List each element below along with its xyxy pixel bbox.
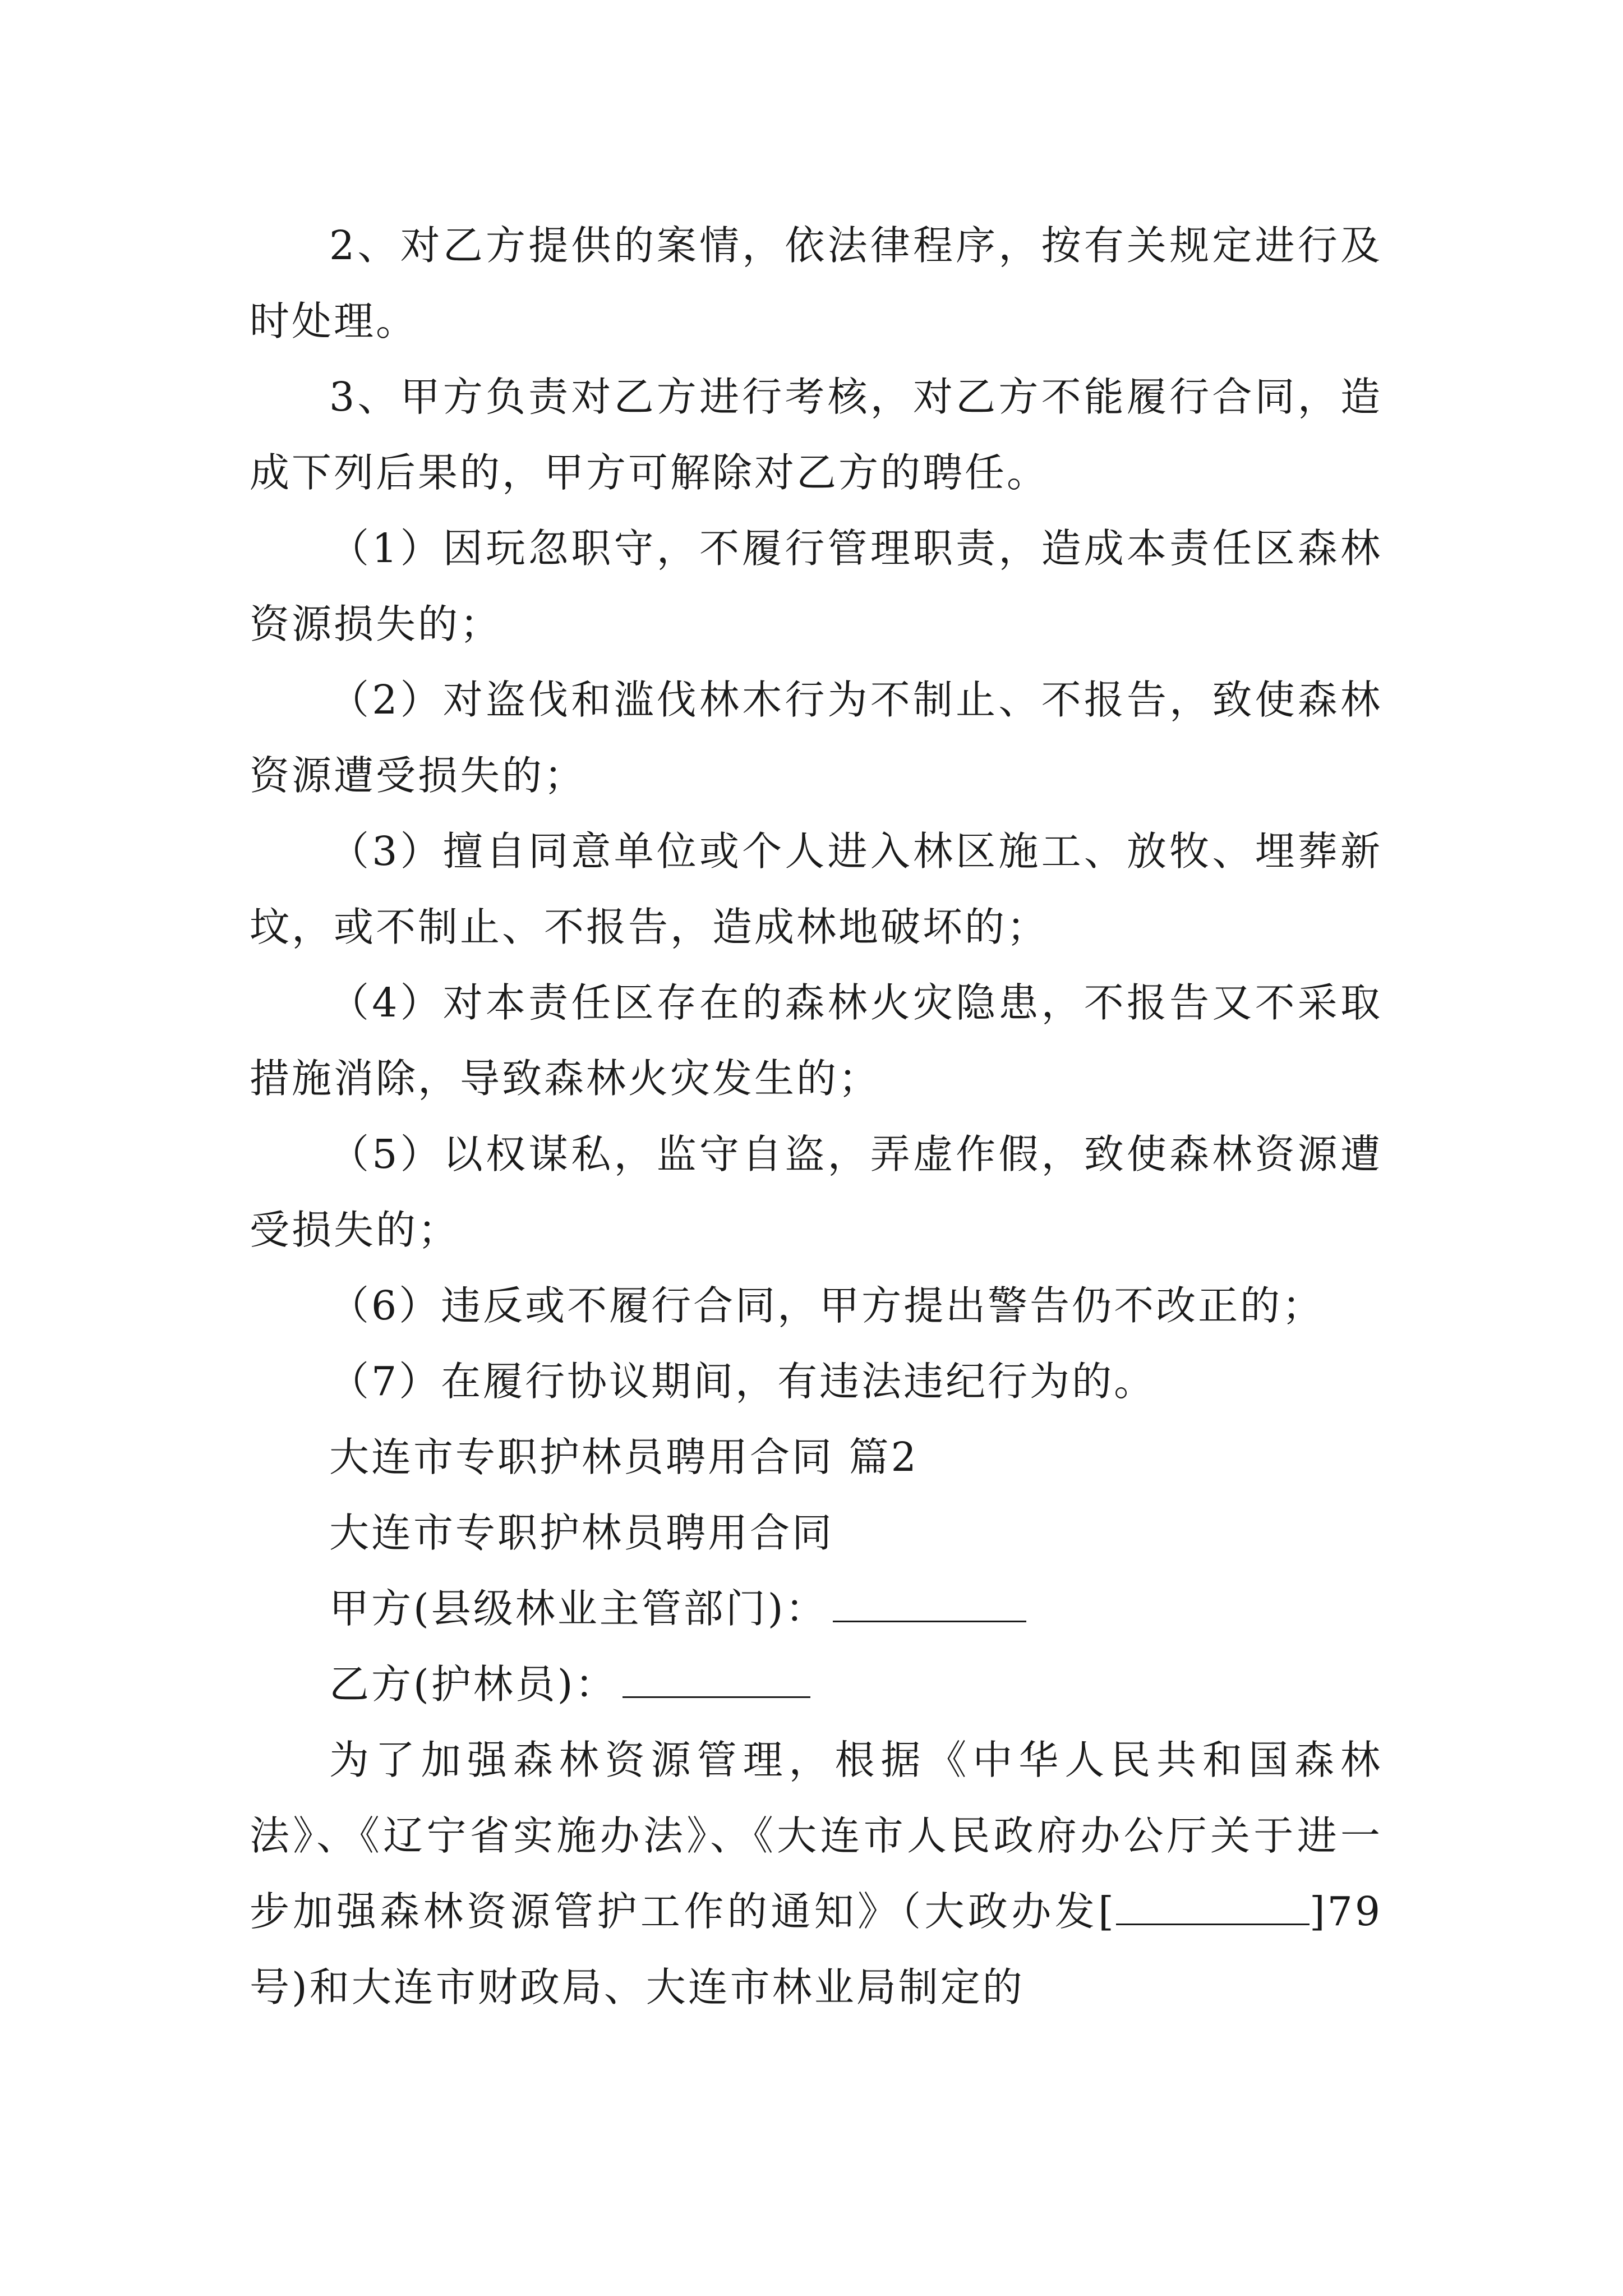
paragraph-item-2: （2）对盗伐和滥伐林木行为不制止、不报告，致使森林资源遭受损失的； — [250, 677, 1382, 799]
paragraph-item-5: （5）以权谋私，监守自盗，弄虚作假，致使森林资源遭受损失的； — [250, 1131, 1382, 1253]
party-b-blank — [623, 1657, 810, 1698]
paragraph-item-4: （4）对本责任区存在的森林火灾隐患，不报告又不采取措施消除，导致森林火灾发生的； — [250, 979, 1382, 1102]
party-a-line — [250, 1571, 1382, 1646]
paragraph-item-7: （7）在履行协议期间，有违法违纪行为的。 — [329, 1358, 1156, 1405]
party-a-label: 甲方(县级林业主管部门)： — [329, 1585, 828, 1632]
paragraph-clause-2: 2、对乙方提供的案情，依法律程序，按有关规定进行及时处理。 — [250, 222, 1382, 344]
paragraph-item-6: （6）违反或不履行合同，甲方提出警告仍不改正的； — [329, 1282, 1325, 1329]
intro-text-2: ]79号)和大连市财政局、大连市林业局制定的 — [250, 1888, 1382, 2010]
bracket-open: [ — [1098, 1888, 1116, 1935]
document-number-blank — [1116, 1884, 1310, 1925]
intro-paragraph — [250, 1722, 1382, 2025]
party-a-blank — [833, 1581, 1026, 1622]
document-body — [250, 208, 1382, 2025]
section-heading: 大连市专职护林员聘用合同 篇2 — [329, 1434, 919, 1480]
paragraph-item-1: （1）因玩忽职守，不履行管理职责，造成本责任区森林资源损失的； — [250, 525, 1382, 647]
paragraph-clause-3: 3、甲方负责对乙方进行考核，对乙方不能履行合同，造成下列后果的，甲方可解除对乙方的聘任。 — [250, 374, 1382, 496]
party-b-line — [250, 1646, 1382, 1722]
paragraph-item-3: （3）擅自同意单位或个人进入林区施工、放牧、埋葬新坟，或不制止、不报告，造成林地破坏的； — [250, 828, 1382, 950]
contract-title: 大连市专职护林员聘用合同 — [329, 1510, 834, 1556]
intro-text-1: 为了加强森林资源管理，根据《中华人民共和国森林法》、《辽宁省实施办法》、《大连市人民政府办公厅关于进一步加强森林资源管护工作的通知》（大政办发 — [250, 1737, 1382, 1935]
party-b-label: 乙方(护林员)： — [329, 1661, 617, 1708]
